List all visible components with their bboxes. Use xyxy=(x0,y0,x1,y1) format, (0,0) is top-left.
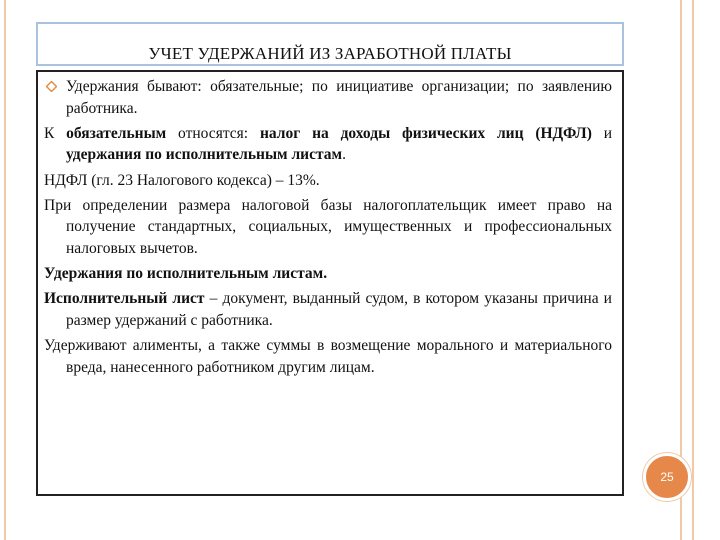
page-number-badge xyxy=(643,453,691,501)
paragraph-mandatory xyxy=(44,123,612,166)
content-frame xyxy=(36,70,624,496)
page-number: 25 xyxy=(660,470,674,484)
paragraph-tax-deductions: При определении размера налоговой базы налогоплательщик имеет право на получение стандартных, социальных, имущественных и профессиональных налоговых вычетов. xyxy=(44,196,612,257)
paragraph-writ-heading: Удержания по исполнительным листам. xyxy=(44,265,328,283)
bold-segment: обязательным xyxy=(66,124,167,142)
bold-segment: Исполнительный лист xyxy=(44,290,205,308)
paragraph-alimony: Удерживают алименты, а также суммы в возмещение морального и материального вреда, нанесенного работником другим лицам. xyxy=(44,337,612,376)
left-decorative-rule xyxy=(4,0,6,540)
slide-title: УЧЕТ УДЕРЖАНИЙ ИЗ ЗАРАБОТНОЙ ПЛАТЫ xyxy=(148,44,512,63)
paragraph-writ-definition xyxy=(44,288,612,331)
text-segment: относятся: xyxy=(166,124,260,142)
text-segment: К xyxy=(44,124,67,142)
bold-segment: удержания по исполнительным листам xyxy=(66,146,343,164)
paragraph-withholding-types xyxy=(44,76,612,119)
paragraph-text: Удержания бывают: обязательные; по инициативе организации; по заявлению работника. xyxy=(66,78,612,117)
text-segment: – документ, выданный судом, в котором указаны причина и размер удержаний с работника. xyxy=(66,290,612,329)
text-segment: . xyxy=(342,146,346,164)
text-segment: и xyxy=(591,124,612,142)
paragraph-ndfl-rate: НДФЛ (гл. 23 Налогового кодекса) – 13%. xyxy=(44,171,320,189)
hollow-diamond-bullet-icon xyxy=(46,81,56,91)
bold-segment: налог на доходы физических лиц (НДФЛ) xyxy=(259,124,592,142)
right-decorative-rule-outer xyxy=(692,0,694,540)
title-frame xyxy=(36,22,624,66)
